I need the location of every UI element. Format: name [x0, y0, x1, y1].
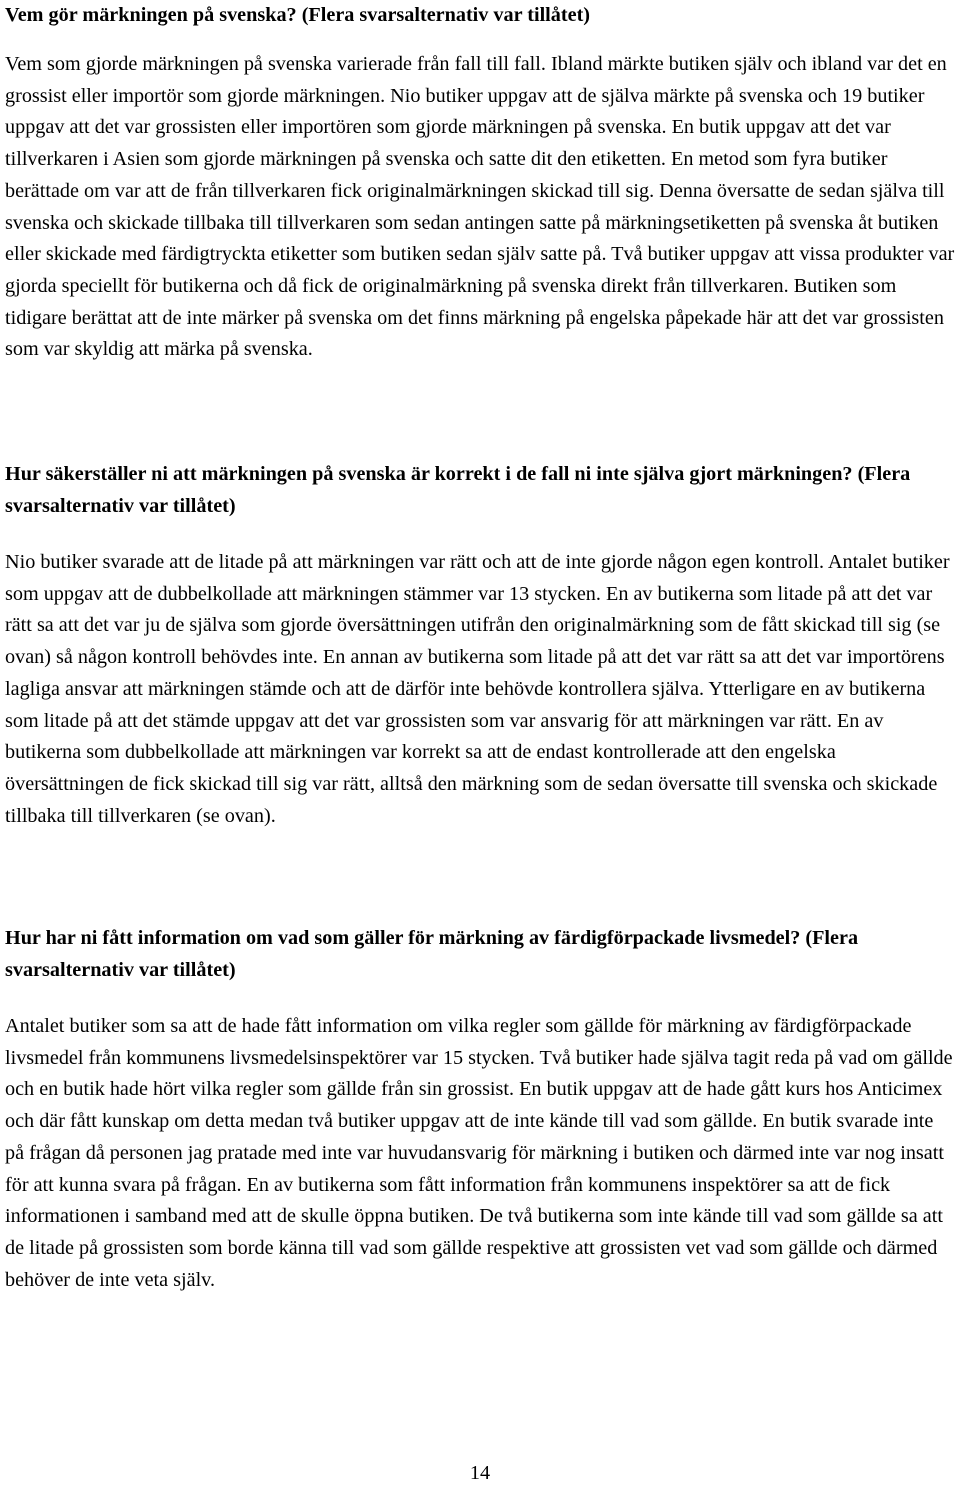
section-body-information-source: Antalet butiker som sa att de hade fått information om vilka regler som gällde för märkning av färdigförpackade livsmedel från kommunens livsmedelsinspektörer var 15 stycken. Två butiker hade själva tagit reda på vad om gällde och en butik hade hört vilka regler som gällde från sin grossist. En butik uppgav att de hade gått kurs hos Anticimex och där fått kunskap om detta medan två butiker uppgav att de inte kände till vad som gällde. En butik svarade inte på frågan då personen jag pratade med inte var huvudansvarig för märkning i butiken och därmed inte var nog insatt för att kunna svara på frågan. En av butikerna som fått information från kommunens inspektörer sa att de fick informationen i samband med att de skulle öppna butiken. De två butikerna som inte kände till vad som gällde sa att de litade på grossisten som borde känna till vad som gällde respektive att grossisten vet vad som gällde och därmed behöver de inte veta själv. [5, 1015, 953, 1291]
section-heading-who-labels: Vem gör märkningen på svenska? (Flera svarsalternativ var tillåtet) [5, 4, 591, 26]
section-heading-verify-labels: Hur säkerställer ni att märkningen på svenska är korrekt i de fall ni inte själva gjort märkningen? (Flera svarsalternativ var tillåtet) [5, 463, 911, 517]
section-body-who-labels: Vem som gjorde märkningen på svenska varierade från fall till fall. Ibland märkte butiken själv och ibland var det en grossist eller importör som gjorde märkningen. Nio butiker uppgav att de själva märkte på svenska och 19 butiker uppgav att det var grossisten eller importören som gjorde märkningen på svenska. En butik uppgav att det var tillverkaren i Asien som gjorde märkningen på svenska och satte dit den etiketten. En metod som fyra butiker berättade om var att de från tillverkaren fick originalmärkningen skickad till sig. Denna översatte de sedan själva till svenska och skickade tillbaka till tillverkaren som sedan antingen satte på märkningsetiketten på svenska åt butiken eller skickade med färdigtryckta etiketter som butiken sedan själv satte på. Två butiker uppgav att vissa produkter var gjorda speciellt för butikerna och då fick de originalmärkning på svenska direkt från tillverkaren. Butiken som tidigare berättat att de inte märker på svenska om det finns märkning på engelska påpekade här att det var grossisten som var skyldig att märka på svenska. [5, 53, 955, 361]
section-heading-information-source: Hur har ni fått information om vad som gäller för märkning av färdigförpackade livsmedel? (Flera svarsalternativ var tillåtet) [5, 927, 859, 981]
page-number: 14 [469, 1462, 491, 1484]
section-body-verify-labels: Nio butiker svarade att de litade på att märkningen var rätt och att de inte gjorde någon egen kontroll. Antalet butiker som uppgav att de dubbelkollade att märkningen stämmer var 13 stycken. En av butikerna som litade på att det var rätt sa att det var ju de själva som gjorde översättningen utifrån den originalmärkning som de fått skickad till sig (se ovan) så någon kontroll behövdes inte. En annan av butikerna som litade på att det var rätt sa att det var importörens lagliga ansvar att märkningen stämde och att de därför inte behövde kontrollera själva. Ytterligare en av butikerna som litade på att det stämde uppgav att det var grossisten som var ansvarig för att märkningen var rätt. En av butikerna som dubbelkollade att märkningen var korrekt sa att de endast kontrollerade att den engelska översättningen de fick skickad till sig var rätt, alltså den märkning som de sedan översatte till svenska och skickade tillbaka till tillverkaren (se ovan). [5, 551, 950, 827]
